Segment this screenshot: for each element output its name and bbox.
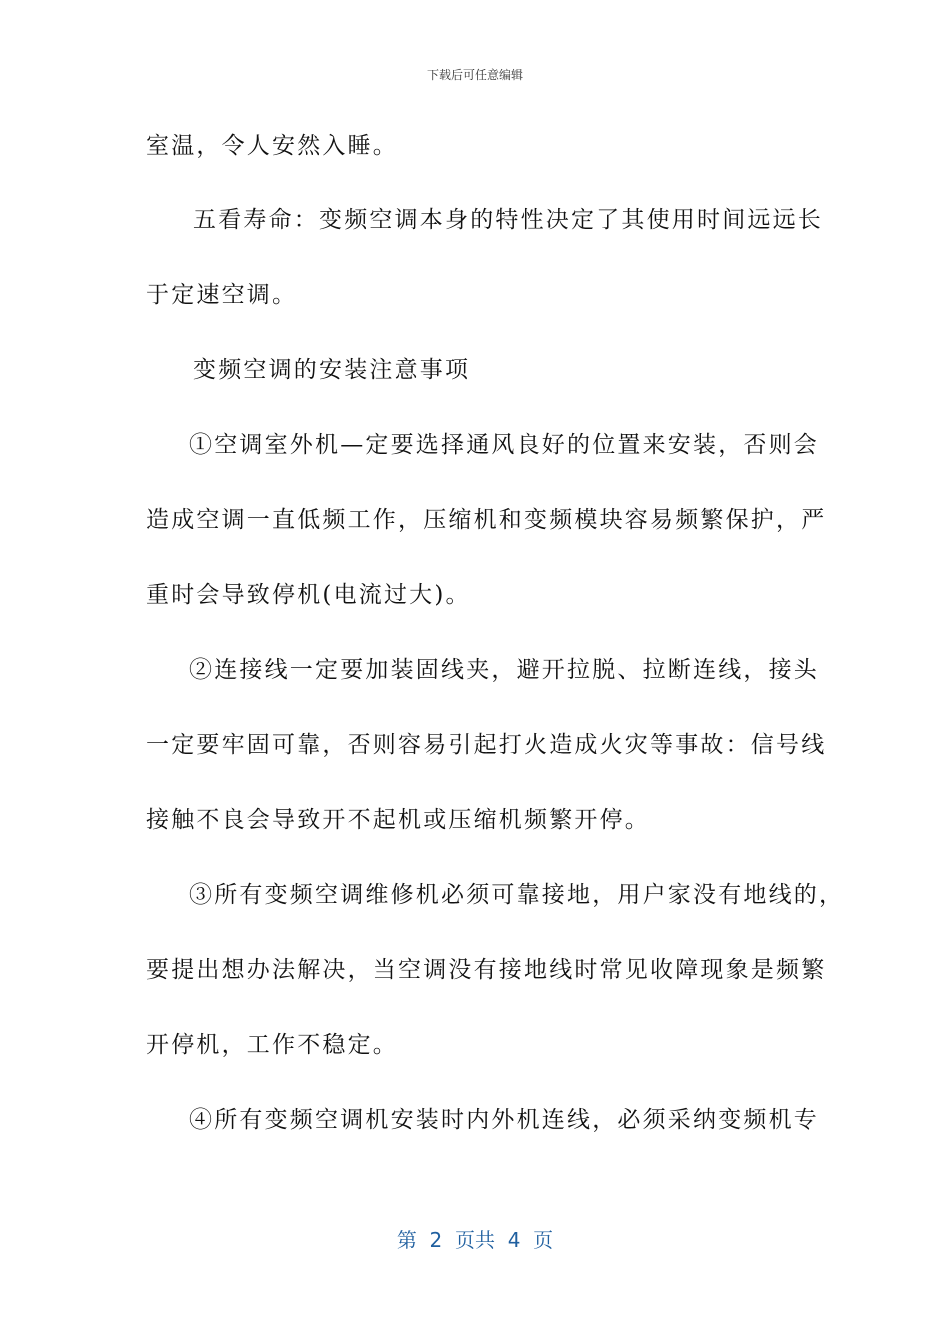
body-line: ②连接线一定要加装固线夹，避开拉脱、拉断连线，接头 — [189, 657, 819, 683]
body-line: 于定速空调。 — [146, 282, 298, 308]
body-line: 五看寿命：变频空调本身的特性决定了其使用时间远远长 — [193, 207, 823, 233]
body-line: ①空调室外机—定要选择通风良好的位置来安装，否则会 — [189, 432, 819, 458]
page-number-footer: 第 2 页共 4 页 — [396, 1228, 554, 1252]
body-line: 造成空调一直低频工作，压缩机和变频模块容易频繁保护，严 — [146, 507, 827, 533]
body-line: 开停机，工作不稳定。 — [146, 1032, 398, 1058]
body-line: ④所有变频空调机安装时内外机连线，必须采纳变频机专 — [189, 1107, 819, 1133]
body-line: ③所有变频空调维修机必须可靠接地，用户家没有地线的， — [189, 882, 845, 908]
body-line: 重时会导致停机(电流过大)。 — [146, 582, 471, 608]
body-line: 要提出想办法解决，当空调没有接地线时常见收障现象是频繁 — [146, 957, 827, 983]
section-heading: 变频空调的安装注意事项 — [193, 357, 471, 383]
body-line: 室温，令人安然入睡。 — [146, 133, 398, 159]
body-line: 接触不良会导致开不起机或压缩机频繁开停。 — [146, 807, 650, 833]
body-line: 一定要牢固可靠，否则容易引起打火造成火灾等事故：信号线 — [146, 732, 827, 758]
header-note: 下载后可任意编辑 — [426, 68, 523, 82]
